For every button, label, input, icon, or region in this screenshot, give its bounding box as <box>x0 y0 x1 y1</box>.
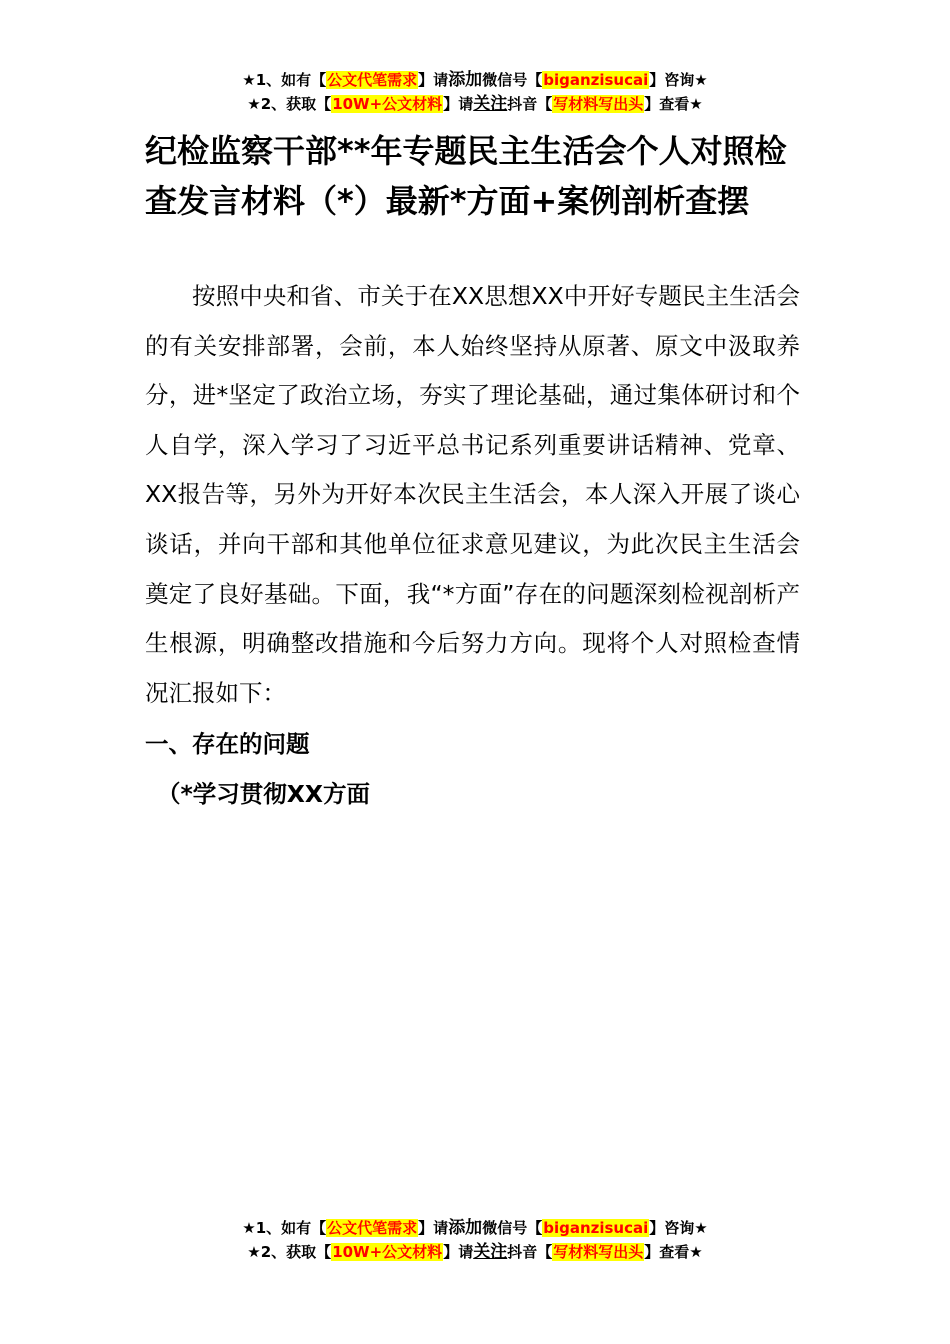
section-heading: 一、存在的问题 <box>145 730 310 758</box>
highlight-douyin-id: 写材料写出头 <box>553 1243 644 1261</box>
banner-line-1: ★1、如有【公文代笔需求】请添加微信号【biganzisucai】咨询★ <box>242 70 708 90</box>
highlight-materials: 10W+公文材料 <box>332 1243 443 1261</box>
header-banner <box>0 68 950 116</box>
highlight-douyin-id: 写材料写出头 <box>553 95 644 113</box>
subsection-heading: （*学习贯彻XX方面 <box>157 780 371 808</box>
intro-paragraph: 按照中央和省、市关于在XX思想XX中开好专题民主生活会的有关安排部署，会前，本人始终坚持从原著、原文中汲取养分，进*坚定了政治立场，夯实了理论基础，通过集体研讨和个人自学，深入学习了习近平总书记系列重要讲话精神、党章、XX报告等，另外为开好本次民主生活会，本人深入开展了谈心谈话，并向干部和其他单位征求意见建议，为此次民主生活会奠定了良好基础。下面，我“*方面”存在的问题深刻检视剖析产生根源，明确整改措施和今后努力方向。现将个人对照检查情况汇报如下： <box>145 282 800 707</box>
highlight-materials: 10W+公文材料 <box>332 95 443 113</box>
banner-line-2: ★2、获取【10W+公文材料】请关注抖音【写材料写出头】查看★ <box>247 94 703 114</box>
highlight-wechat-id: biganzisucai <box>543 71 649 89</box>
document-title: 纪检监察干部**年专题民主生活会个人对照检查发言材料（*）最新*方面+案例剖析查摆 <box>145 132 787 220</box>
highlight-service: 公文代笔需求 <box>327 1219 418 1237</box>
highlight-service: 公文代笔需求 <box>327 71 418 89</box>
highlight-wechat-id: biganzisucai <box>543 1219 649 1237</box>
banner-line-2: ★2、获取【10W+公文材料】请关注抖音【写材料写出头】查看★ <box>247 1242 703 1262</box>
footer-banner <box>0 1216 950 1264</box>
banner-line-1: ★1、如有【公文代笔需求】请添加微信号【biganzisucai】咨询★ <box>242 1218 708 1238</box>
